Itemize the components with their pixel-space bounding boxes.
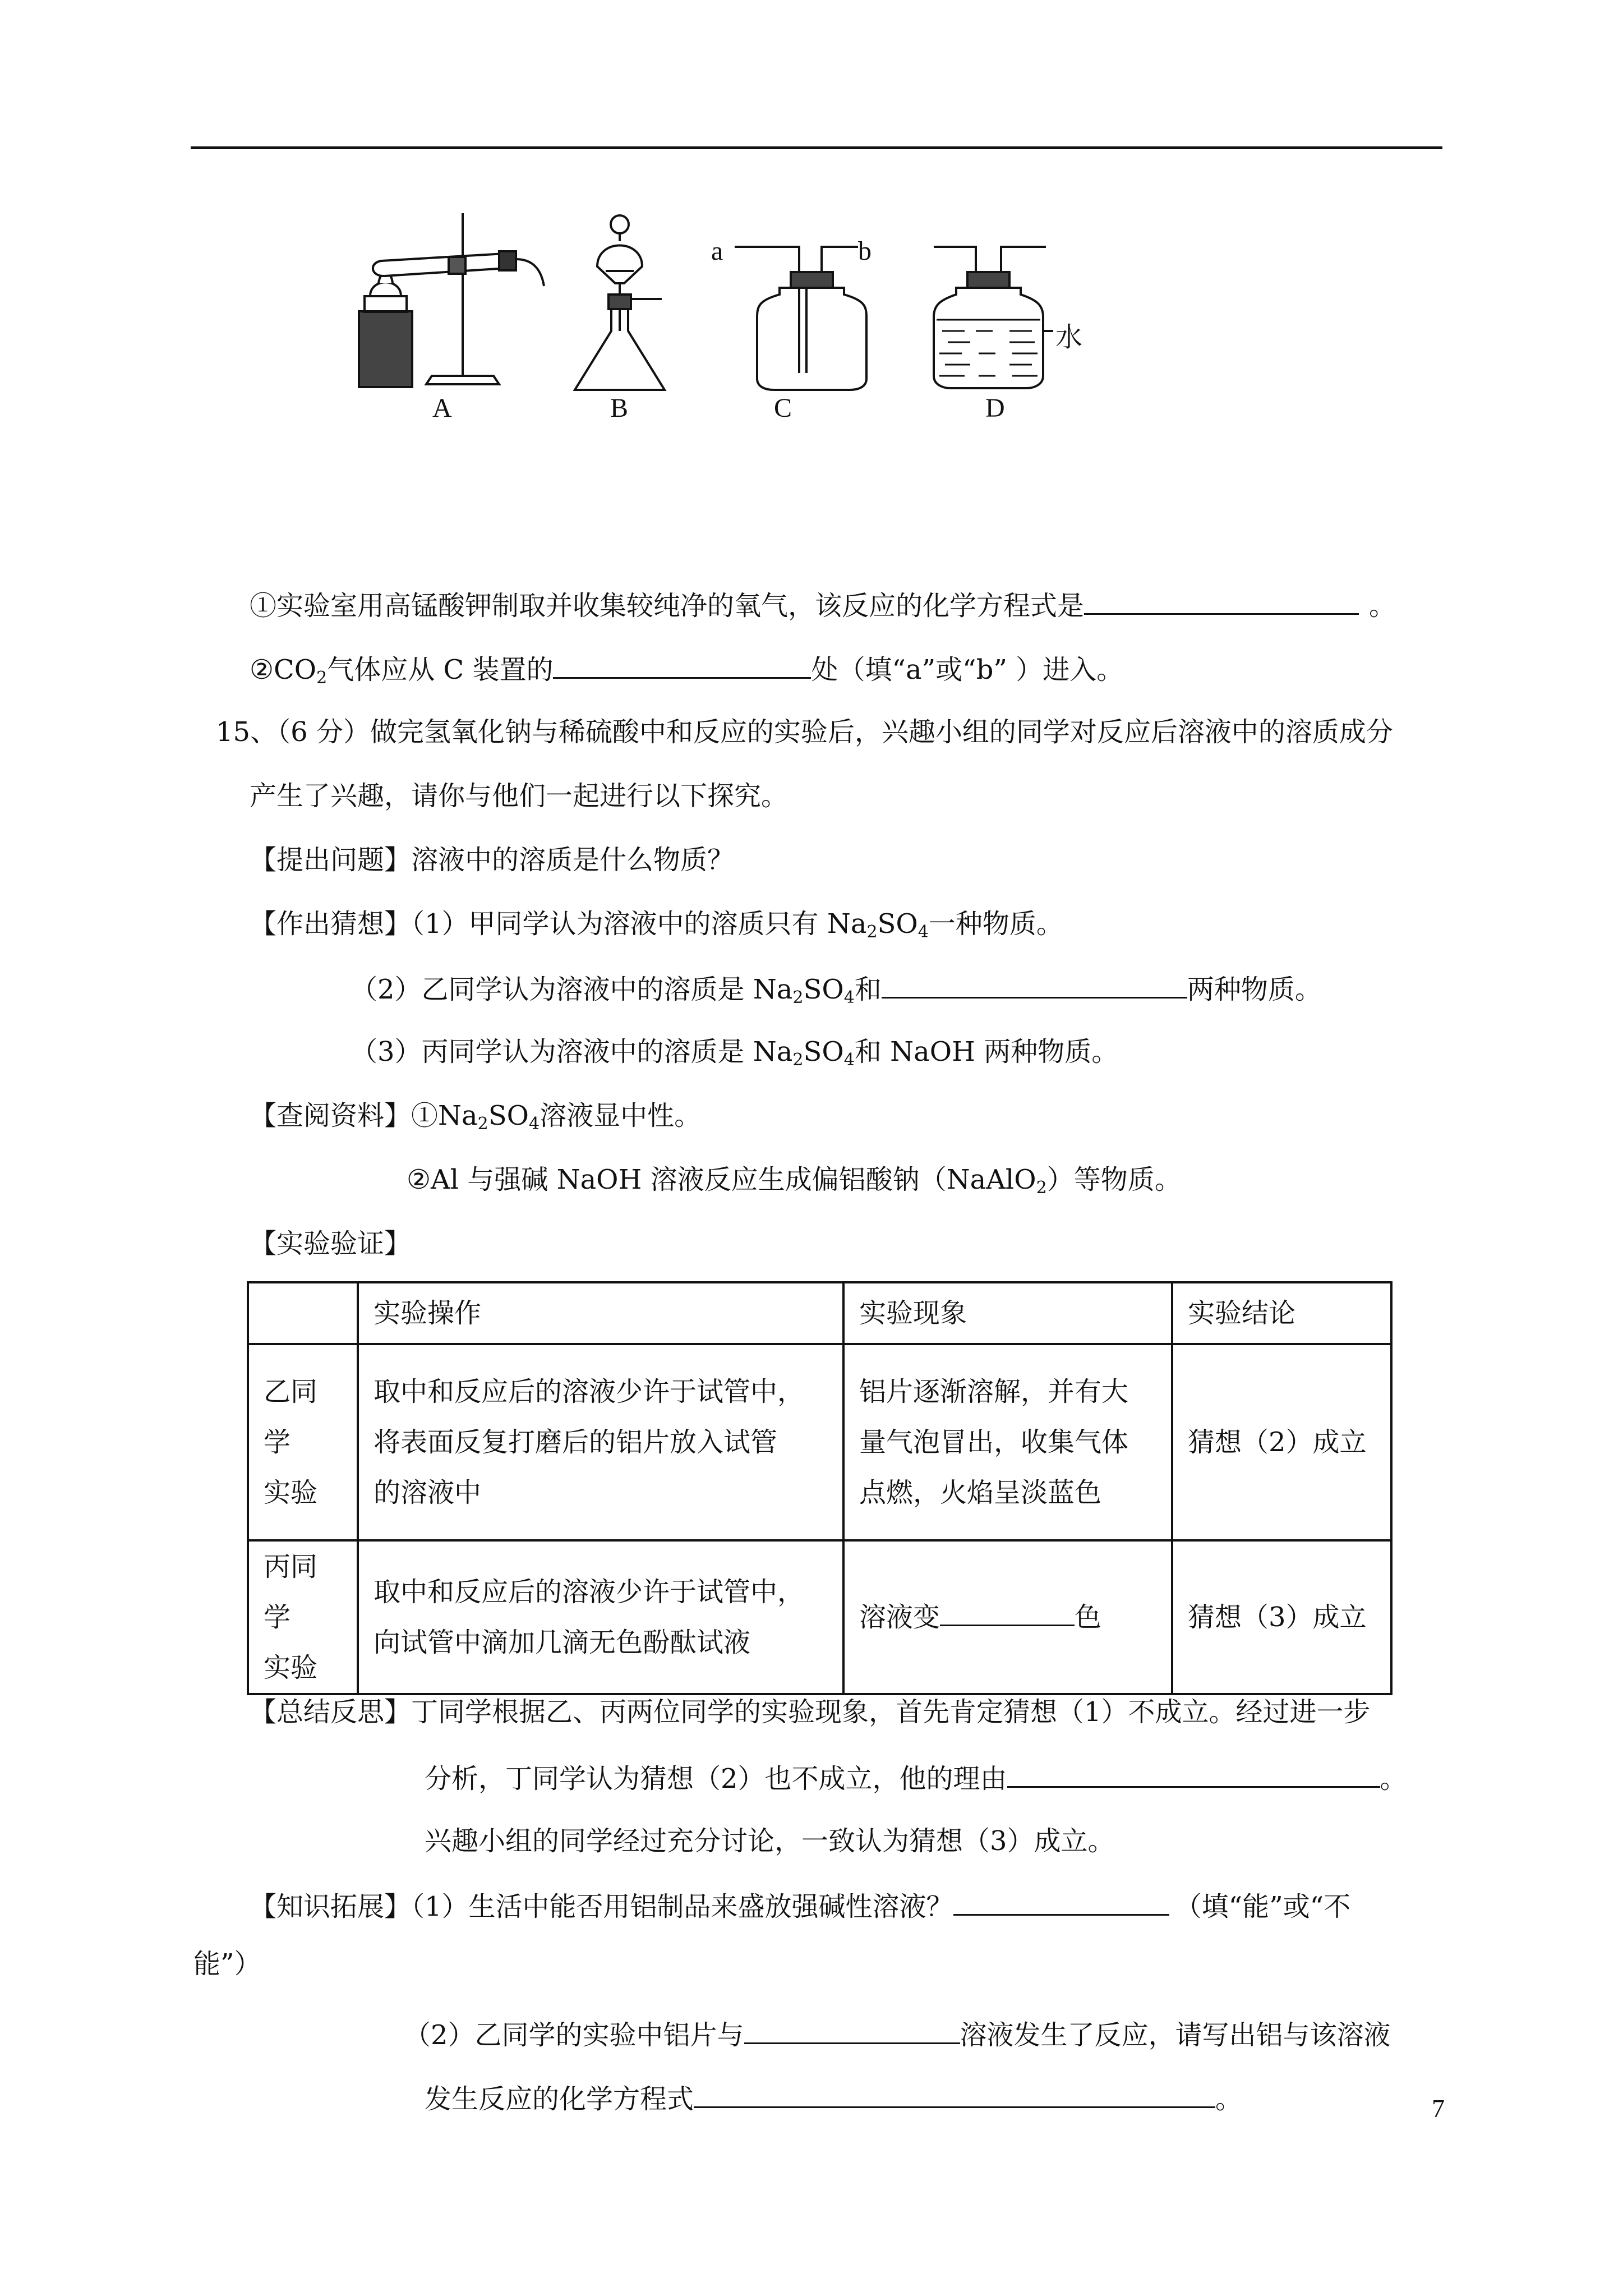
q15-summary2: 分析，丁同学认为猜想（2）也不成立，他的理由 。 [425, 1760, 1407, 1796]
q15-guess2-blank[interactable] [882, 971, 1187, 999]
q15-extension3: 发生反应的化学方程式 。 [425, 2081, 1242, 2116]
q15-guess2: （2）乙同学认为溶液中的溶质是 $Na_2SO_4$和 两种物质。 [351, 971, 1322, 1006]
q15-verify-heading: 【实验验证】 [250, 1228, 412, 1259]
q15-reference2: ②Al 与强碱 NaOH 溶液反应生成偏铝酸钠（NaAlO$_2$）等物质。 [407, 1164, 1182, 1198]
q15-summary3: 兴趣小组的同学经过充分讨论，一致认为猜想（3）成立。 [425, 1825, 1115, 1857]
table-cell-conclusion: 猜想（3）成立 [1172, 1540, 1391, 1694]
q14-part2: $②CO_2$气体应从 C 装置的 处（填“a”或“b” ）进入。 [250, 651, 1123, 687]
table-cell-operation: 取中和反应后的溶液少许于试管中， 将表面反复打磨后的铝片放入试管 的溶液中 [358, 1344, 843, 1540]
experiment-table [247, 1281, 1393, 1695]
table-row [248, 1344, 1391, 1540]
q14-part1: ①实验室用高锰酸钾制取并收集较纯净的氧气，该反应的化学方程式是 。 [250, 587, 1396, 623]
table-cell-phenomenon: 溶液变 色 [843, 1540, 1172, 1694]
apparatus-c-drawing [729, 238, 897, 395]
q15-reference1: 【查阅资料】$①Na_2SO_4$溶液显中性。 [250, 1100, 702, 1134]
table-cell-who: 乙同学 实验 [248, 1344, 358, 1540]
figure-label-d: D [985, 393, 1005, 423]
q15-extension2: （2）乙同学的实验中铝片与 溶液发生了反应，请写出铝与该溶液 [404, 2017, 1391, 2052]
q15-extension1: 【知识拓展】（1）生活中能否用铝制品来盛放强碱性溶液？ （填“能”或“不 [250, 1888, 1350, 1924]
q14-answer-blank-1[interactable] [1084, 587, 1359, 615]
q15-reason-blank[interactable] [1007, 1760, 1380, 1788]
table-header-cell: 实验操作 [358, 1282, 843, 1344]
q15-guess3: （3）丙同学认为溶液中的溶质是 $Na_2SO_4$和 NaOH 两种物质。 [351, 1036, 1119, 1070]
table-header-cell: 实验结论 [1172, 1282, 1391, 1344]
figure-label-c: C [774, 393, 792, 423]
q15-color-blank[interactable] [940, 1599, 1075, 1626]
table-header-cell [248, 1282, 358, 1344]
table-cell-who: 丙同学 实验 [248, 1540, 358, 1694]
q15-extension1-wrap: 能”） [193, 1948, 261, 1980]
page-number: 7 [1432, 2094, 1445, 2123]
apparatus-a-drawing [348, 213, 550, 398]
q15-solution-blank[interactable] [744, 2017, 960, 2044]
table-header-cell: 实验现象 [843, 1282, 1172, 1344]
header-rule [191, 146, 1442, 149]
water-label: 水 [1055, 323, 1083, 352]
q15-guess1: 【作出猜想】（1）甲同学认为溶液中的溶质只有 $Na_2SO_4$一种物质。 [250, 908, 1063, 942]
q15-can-blank[interactable] [953, 1888, 1169, 1916]
q15-intro-line2: 产生了兴趣，请你与他们一起进行以下探究。 [250, 780, 789, 812]
q15-equation-blank[interactable] [694, 2081, 1215, 2108]
q15-ask: 【提出问题】溶液中的溶质是什么物质？ [250, 844, 735, 876]
table-header-row [248, 1282, 1391, 1344]
port-b-label: b [858, 236, 872, 266]
table-cell-conclusion: 猜想（2）成立 [1172, 1344, 1391, 1540]
port-a-label: a [711, 236, 723, 266]
q15-summary1: 【总结反思】丁同学根据乙、丙两位同学的实验现象，首先肯定猜想（1）不成立。经过进一步 [250, 1696, 1371, 1728]
q15-intro-line1: 15、（6 分）做完氢氧化钠与稀硫酸中和反应的实验后，兴趣小组的同学对反应后溶液中的溶质成分 [216, 716, 1393, 748]
table-row [248, 1540, 1391, 1694]
figure-label-b: B [610, 393, 629, 423]
figure-label-a: A [432, 393, 452, 423]
q14-answer-blank-2[interactable] [553, 651, 811, 679]
apparatus-d-drawing [931, 241, 1077, 395]
table-cell-operation: 取中和反应后的溶液少许于试管中， 向试管中滴加几滴无色酚酞试液 [358, 1540, 843, 1694]
apparatus-b-drawing [564, 210, 676, 401]
table-cell-phenomenon: 铝片逐渐溶解，并有大 量气泡冒出，收集气体 点燃，火焰呈淡蓝色 [843, 1344, 1172, 1540]
